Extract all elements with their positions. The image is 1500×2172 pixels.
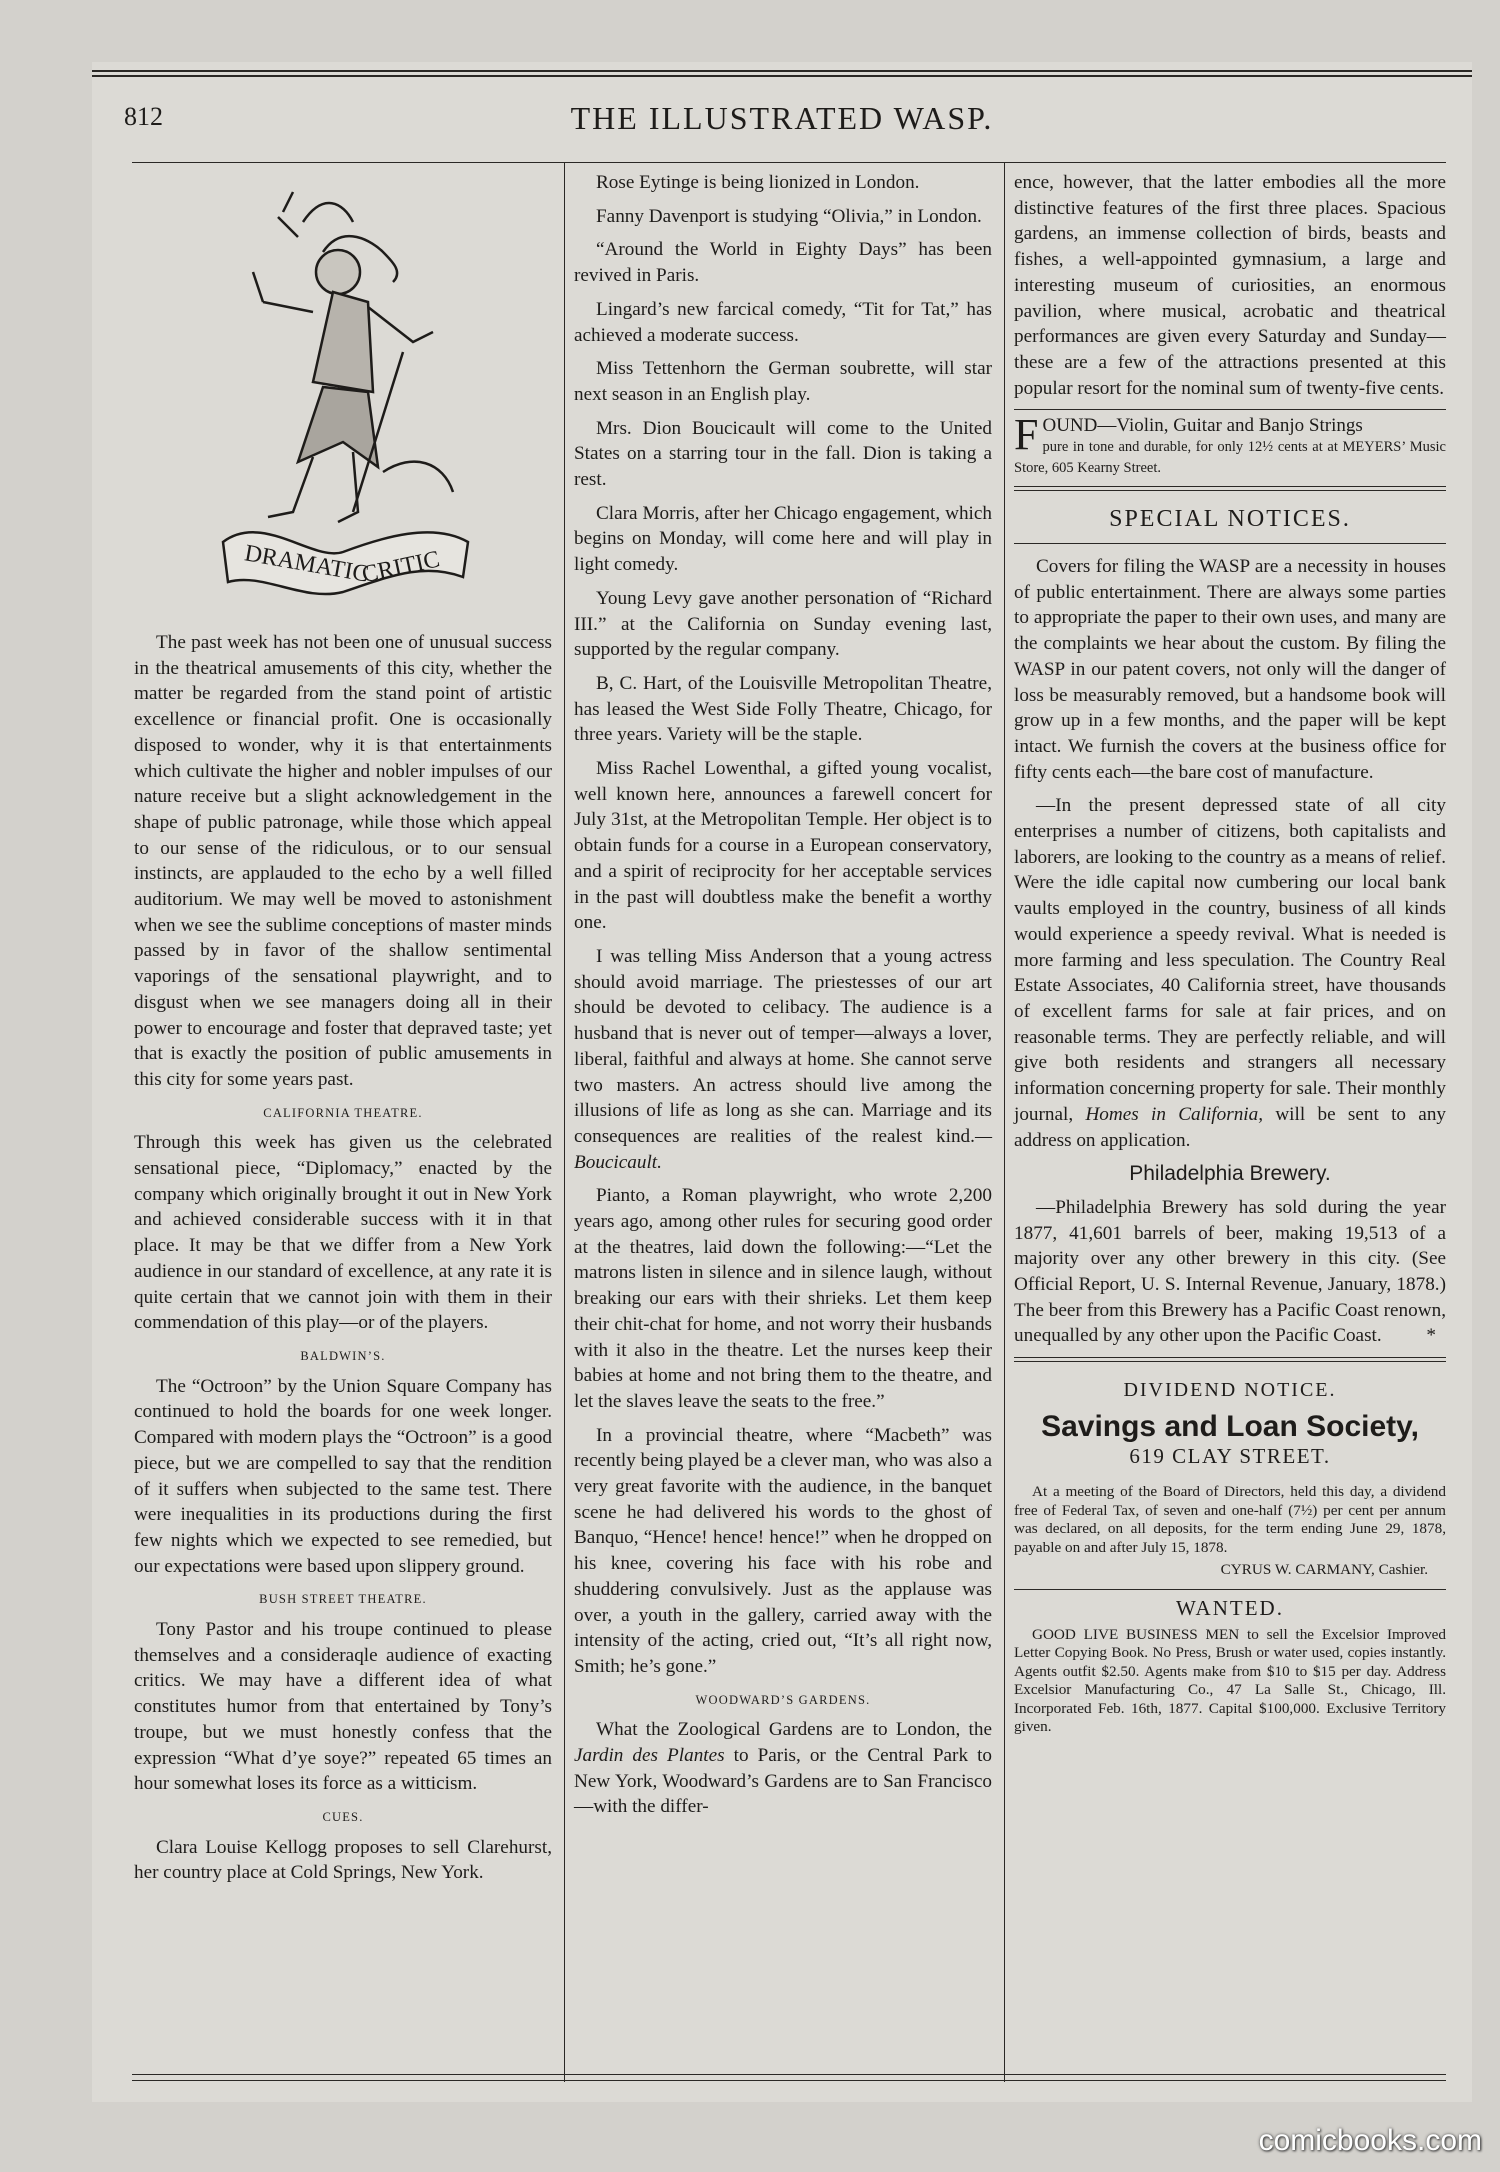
note-anderson bbox=[574, 944, 992, 1175]
wanted-advertisement-text: GOOD LIVE BUSINESS MEN to sell the Excelsior Improved Letter Copying Book. No Press, Brush or water used, copies instantly. Agents outfit $2.50. Agents make from $10 to $15 per day. Address Excelsior Manufacturing Co., 47 La Salle St., Chicago, Ill. Incorporated Feb. 16th, 1877. Capital $100,000. Exclusive Territory given. bbox=[1014, 1625, 1446, 1736]
cashier-signature: CYRUS W. CARMANY, Cashier. bbox=[1220, 1561, 1428, 1579]
column-1 bbox=[134, 170, 552, 1894]
philadelphia-brewery-heading: Philadelphia Brewery. bbox=[1129, 1162, 1331, 1186]
header-rule bbox=[132, 162, 1446, 163]
footer-rule-inner bbox=[132, 2080, 1446, 2081]
country-text-a: —In the present depressed state of all city enterprises a number of citizens, both capitalists and laborers, are looking to the country as a means of relief. Were the idle capital now cumbering our local bank vaults employed in the country, business of all kinds would experience a speedy revival. What is needed is more farming and less speculation. The Country Real Estate Associates, 40 California street, have thousands of excellent farms for sale at fair prices, and on reasonable terms. They are perfectly reliable, and will give both residents and strangers all necessary information concerning property for sale. Their monthly journal, bbox=[1014, 795, 1446, 1125]
bush-street-heading: BUSH STREET THEATRE. bbox=[259, 1592, 427, 1607]
bush-street-text: Tony Pastor and his troupe continued to please themselves and a consideraqle audience of exacting critics. We may have a different idea of what constitutes humor from that entertained by Tony’s troupe, but we must honestly confess that the expression “What d’ye soye?” repeated 65 times an hour somewhat loses its force as a witticism. bbox=[134, 1619, 552, 1795]
note-lowenthal: Miss Rachel Lowenthal, a gifted young vocalist, well known here, announces a farewell concert for July 31st, at the Metropolitan Temple. Her object is to obtain funds for a course in a European conservatory, and a spirit of reciprocity for her acceptable services in the past will doubtless make the benefit a worthy one. bbox=[574, 758, 992, 934]
column-rule-1 bbox=[564, 162, 565, 2082]
special-notice-country bbox=[1014, 793, 1446, 1153]
special-notice-covers: Covers for filing the WASP are a necessity in houses of public entertainment. There are always some parties to appropriate the paper to their own uses, and many are the complaints we hear about the custom. By filing the WASP in our patent covers, not only will the danger of loss be measurably removed, but a handsome book will grow up in a few months, and the paper will be kept intact. We furnish the covers at the business office for fifty cents each—the bare cost of manufacture. bbox=[1014, 556, 1446, 783]
divider bbox=[1014, 1361, 1446, 1362]
divider bbox=[1014, 409, 1446, 410]
baldwins-text: The “Octroon” by the Union Square Company has continued to hold the boards for one week longer. Compared with modern plays the “Octroon” is a good piece, but we are compelled to say that the rendition of it suffers when subjected to the same test. There were inequalities in its productions during the first few nights which we expected to see remedied, but our expectations were based upon slippery ground. bbox=[134, 1375, 552, 1577]
note-boucicault: Mrs. Dion Boucicault will come to the United States on a starring tour in the fall. Dion is taking a rest. bbox=[574, 417, 992, 491]
california-theatre-heading: CALIFORNIA THEATRE. bbox=[263, 1105, 423, 1120]
note-clara-morris: Clara Morris, after her Chicago engagement, which begins on Monday, will come here and will play in light comedy. bbox=[574, 502, 992, 576]
divider bbox=[1014, 490, 1446, 491]
dramatic-critic-illustration bbox=[203, 182, 483, 612]
woodwards-text-italic: Jardin des Plantes bbox=[574, 1745, 725, 1767]
woodwards-text bbox=[574, 1717, 992, 1820]
note-levy: Young Levy gave another personation of “Richard III.” at the California on Sunday evening last, supported by the regular company. bbox=[574, 587, 992, 661]
banner-text-critic: CRITIC bbox=[359, 546, 443, 589]
woodwards-text-b: to Paris, or the Central Park to New York, Woodward’s Gardens are to San Francisco—with the differ- bbox=[574, 1745, 993, 1818]
masthead-title: THE ILLUSTRATED WASP. bbox=[570, 100, 994, 136]
note-lingard: Lingard’s new farcical comedy, “Tit for Tat,” has achieved a moderate success. bbox=[574, 298, 992, 346]
note-pianto: Pianto, a Roman playwright, who wrote 2,200 years ago, among other rules for securing good order at the theatres, laid down the following:—“Let the matrons listen in silence and in silence laugh, without breaking our ears with their shrieks. Let them keep their chit-chat for home, and not worry their husbands with it also in the theatre. Let the nurses keep their babies at home and not bring them to the theatre, and let the slaves leave the seats to the free.” bbox=[574, 1185, 992, 1412]
newspaper-page bbox=[92, 62, 1472, 2102]
woodwards-continued: ence, however, that the latter embodies all the more distinctive features of the first three places. Spacious gardens, an immense collection of birds, beasts and fishes, a well-appointed gymnasium, a large and interesting museum of curiosities, an enormous pavilion, where musical, acrobatic and theatrical performances are given every Saturday and Sunday—these are a few of the attractions presented at this popular resort for the nominal sum of twenty-five cents. bbox=[1014, 172, 1446, 399]
brewery-asterisk: * bbox=[1426, 1325, 1436, 1347]
country-text-b: will be sent to any address on application. bbox=[1014, 1103, 1447, 1151]
ad-headline: OUND—Violin, Guitar and Banjo Strings bbox=[1042, 415, 1363, 437]
note-davenport: Fanny Davenport is studying “Olivia,” in London. bbox=[596, 205, 982, 227]
divider bbox=[1014, 1589, 1446, 1590]
ad-dropcap: F bbox=[1014, 410, 1039, 460]
california-theatre-text: Through this week has given us the celebrated sensational piece, “Diplomacy,” enacted by the company which originally brought it out in New York and achieved considerable success with it in that place. It may be that we differ from a New York audience in our standard of excellence, at any rate it is quite certain that we cannot join with them in their commendation of this play—or of the players. bbox=[134, 1132, 552, 1334]
ad-fine-print: pure in tone and durable, for only 12½ cents at at MEYERS’ Music Store, 605 Kearny Street. bbox=[1014, 439, 1446, 477]
dividend-notice-text: At a meeting of the Board of Directors, held this day, a dividend free of Federal Tax, of seven and one-half (7½) per cent per annum was declared, on all deposits, for the term ending June 29, 1878, payable on and after July 15, 1878. bbox=[1014, 1483, 1446, 1556]
brewery-body: —Philadelphia Brewery has sold during the year 1877, 41,601 barrels of beer, making 19,513 of a majority over any other brewery in this city. (See Official Report, U. S. Internal Revenue, January, 1878.) The beer from this Brewery has a Pacific Coast renown, unequalled by any other upon the Pacific Coast. bbox=[1014, 1196, 1446, 1347]
strings-advertisement bbox=[1014, 410, 1446, 478]
wanted-heading: WANTED. bbox=[1176, 1595, 1284, 1620]
society-address: 619 CLAY STREET. bbox=[1129, 1443, 1331, 1468]
page-number: 812 bbox=[124, 102, 163, 131]
country-journal-title: Homes in California, bbox=[1085, 1103, 1264, 1125]
top-border-rule-inner bbox=[92, 75, 1472, 77]
divider bbox=[1014, 543, 1446, 544]
site-watermark: comicbooks.com bbox=[1258, 2124, 1482, 2157]
column-3 bbox=[1014, 170, 1446, 1737]
divider bbox=[1014, 486, 1446, 487]
note-hart: B, C. Hart, of the Louisville Metropolitan Theatre, has leased the West Side Folly Theatre, Chicago, for three years. Variety will be the staple. bbox=[574, 672, 992, 746]
special-notices-heading: SPECIAL NOTICES. bbox=[1109, 506, 1351, 533]
footer-rule bbox=[132, 2074, 1446, 2075]
anderson-text: I was telling Miss Anderson that a young actress should avoid marriage. The priestesses of our art should be devoted to celibacy. The audience is a husband that is never out of temper—always a lover, liberal, faithful and always at home. She cannot serve two masters. An actress should live among the illusions of life as long as she can. Marriage and its consequences are realities of the realest kind. bbox=[574, 945, 992, 1147]
woodwards-text-a: What the Zoological Gardens are to London, the bbox=[596, 1719, 992, 1741]
column-rule-2 bbox=[1004, 162, 1005, 2082]
note-macbeth: In a provincial theatre, where “Macbeth” was recently being played be a clever man, who was also a very great favorite with the audience, in the banquet scene he had delivered his words to the ghost of Banquo, “Hence! hence! hence!” when he dropped on his knee, covering his face with his robe and shuddering convulsively. Just as the applause was over, a youth in the gallery, carried away with the intensity of the acting, cried out, “It’s all right now, Smith; he’s gone.” bbox=[574, 1424, 992, 1677]
cues-heading: CUES. bbox=[322, 1809, 364, 1824]
anderson-attribution: —Boucicault. bbox=[574, 1125, 992, 1173]
divider bbox=[1014, 1357, 1446, 1358]
note-tettenhorn: Miss Tettenhorn the German soubrette, will star next season in an English play. bbox=[574, 358, 992, 405]
savings-loan-society-title: Savings and Loan Society, bbox=[1041, 1409, 1419, 1443]
note-eighty-days: “Around the World in Eighty Days” has been revived in Paris. bbox=[574, 239, 992, 287]
banner-text-dramatic: DRAMATIC bbox=[242, 540, 371, 588]
top-border-rule bbox=[92, 70, 1472, 72]
note-eytinge: Rose Eytinge is being lionized in London. bbox=[596, 172, 920, 193]
column-2 bbox=[574, 170, 992, 1828]
woodwards-gardens-heading: WOODWARD’S GARDENS. bbox=[695, 1692, 871, 1707]
intro-paragraph: The past week has not been one of unusual success in the theatrical amusements of this city, whether the matter be regarded from the stand point of artistic excellence or financial profit. One is occasionally disposed to wonder, why it is that entertainments which cultivate the higher and nobler impulses of our nature receive but a slight acknowledgement in the shape of public patronage, while those which appeal to our sense of the ridiculous, or to our sensual instincts, are applauded to the echo by a well filled auditorium. We may well be moved to astonishment when we see the sublime conceptions of master minds passed by in favor of the shallow sentimental vaporings of the sensational playwright, and to disgust when we see managers doing all in their power to encourage and foster that depraved taste; yet that is exactly the position of public amusements in this city for some years past. bbox=[134, 632, 552, 1090]
dividend-notice-heading: DIVIDEND NOTICE. bbox=[1123, 1379, 1337, 1402]
cues-text: Clara Louise Kellogg proposes to sell Clarehurst, her country place at Cold Springs, New York. bbox=[134, 1836, 552, 1884]
baldwins-heading: BALDWIN’S. bbox=[300, 1348, 386, 1363]
brewery-text bbox=[1014, 1195, 1446, 1349]
